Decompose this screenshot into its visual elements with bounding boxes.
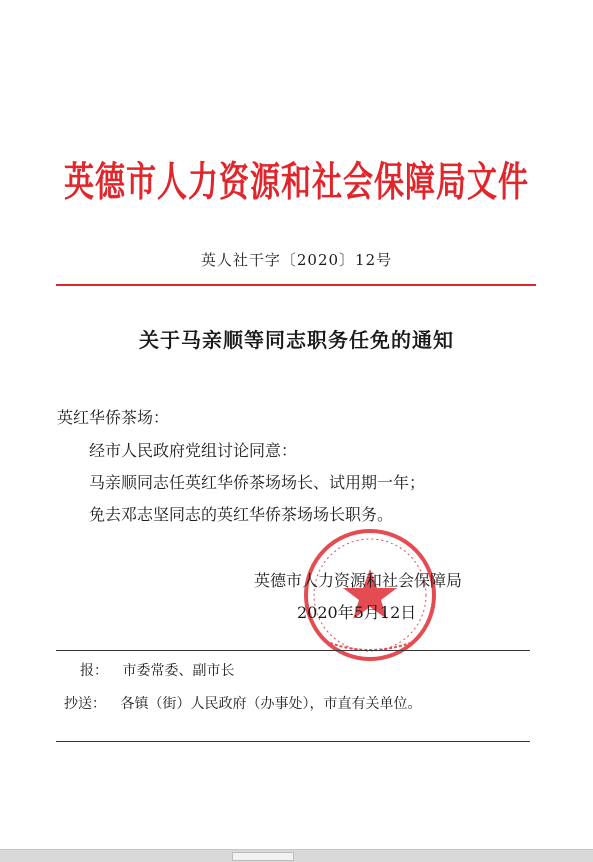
document-number: 英人社干字〔2020〕12号 [200, 251, 393, 269]
document-header-title: 英德市人力资源和社会保障局文件 [64, 158, 529, 207]
recipient-line: 英红华侨茶场： [57, 408, 170, 427]
copy-label: 抄送： [64, 696, 106, 712]
report-to-row [80, 660, 234, 680]
cc-top-rule [56, 650, 530, 651]
red-separator-line [56, 284, 536, 286]
body-paragraph: 马亲顺同志任英红华侨茶场场长、试用期一年； [89, 473, 426, 492]
copy-to-text: 各镇（街）人民政府（办事处），市直有关单位。 [120, 696, 422, 712]
scrollbar-thumb[interactable] [232, 852, 294, 861]
report-to-text: 市委常委、副市长 [122, 663, 235, 679]
report-label: 报： [80, 663, 108, 679]
body-paragraph: 经市人民政府党组讨论同意： [89, 441, 298, 460]
issue-date: 2020年5月12日 [297, 603, 417, 622]
official-seal-stamp [300, 525, 440, 665]
copy-to-row [64, 693, 421, 713]
body-paragraph: 免去邓志坚同志的英红华侨茶场场长职务。 [89, 505, 394, 524]
cc-bottom-rule [56, 741, 530, 742]
notice-title: 关于马亲顺等同志职务任免的通知 [139, 328, 454, 352]
issuer-name: 英德市人力资源和社会保障局 [254, 571, 463, 590]
horizontal-scrollbar[interactable] [0, 849, 593, 862]
